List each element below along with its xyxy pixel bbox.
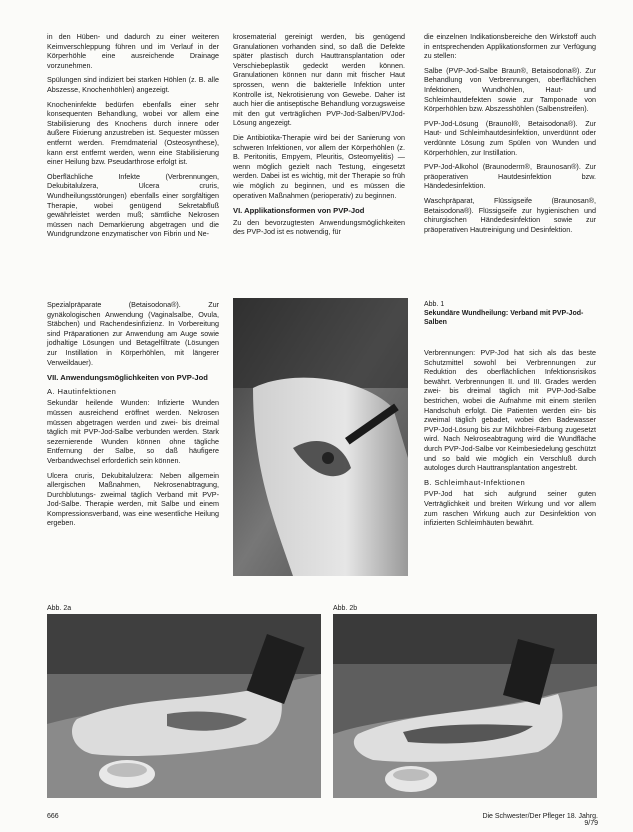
- figure-caption: [424, 300, 596, 327]
- top-column-3: [424, 32, 596, 239]
- caption-label: Abb. 1: [424, 301, 445, 308]
- paragraph: Knocheninfekte bedürfen ebenfalls einer sehr konsequenten Behandlung, wobei vor allem eine Stabilisierung des Knochens durch innere oder äußere Fixierung anzustreben ist. Sequester müssen entfernt werden. Fremdmaterial (Osteosynthese), kann erst entfernt werden, wenn eine Stabilisierung einer Heilung bzw. Pseudarthrose erfolgt ist.: [47, 99, 219, 167]
- figure-2a-photo: [47, 614, 321, 798]
- paragraph: Oberflächliche Infekte (Verbrennungen, Dekubitalulzera, Ulcera cruris, Wundheilungsstörungen) ebenfalls einer sorgfältigen Therapie, wobei genügend Sekretabfluß gewährleistet werden muß; sämtliche Nekrosen müssen nach Demarkierung abgetragen und die Wundgrundzone enzymatischer von Fibrin und Ne-: [47, 171, 219, 239]
- subsection-heading: B. Schleimhaut-Infektionen: [424, 477, 526, 487]
- top-column-2: [233, 32, 405, 242]
- figure-2b-image: [333, 614, 597, 798]
- mid-column-3: [424, 348, 596, 533]
- subsection-heading: A. Hautinfektionen: [47, 386, 117, 396]
- mid-column-1: [47, 300, 219, 533]
- section-heading: VII. Anwendungsmöglichkeiten von PVP-Jod: [47, 373, 208, 383]
- journal-footer: Die Schwester/Der Pfleger 18. Jahrg. 9/79: [482, 813, 598, 827]
- wound-photo-image: [233, 298, 408, 576]
- paragraph: Die Antibiotika-Therapie wird bei der Sanierung von schweren Infektionen, vor allem der Körperhöhlen (z. B. Peritonitis, Empyem, Pleuritis, Osteomyelitis) — wenn möglich gezielt nach Testung, eingesetzt werden. Dabei ist es wichtig, mit der Therapie so früh wie möglich zu beginnen, und es müssen die operativen Maßnahmen (perioperativ) zu beginnen.: [233, 132, 405, 200]
- paragraph: in den Hüben- und dadurch zu einer weiteren Keimverschleppung führen und im Verlauf in der Körperhöhle eine ausreichende Drainage vorzunehmen.: [47, 32, 219, 70]
- paragraph: Verbrennungen: PVP-Jod hat sich als das beste Schutzmittel sowohl bei Verbrennungen zur Reduktion des oberflächlichen Infektionsrisikos bewährt. Verbrennungen II. und III. Grades werden zwei- bis dreimal täglich mit PVP-Jod-Salbe bestrichen, wobei die Aufnahme mit einem sterilen Handschuh erfolgt. Die Patienten werden ein- bis zweimal täglich gebadet, wobei den Badewasser PVP-Jod-Lösung bis zur Milchbrei-Färbung zugesetzt wird. Nach Nekroseabtragung wird die Wundfläche durch PVP-Jod-Salbe vor Keimbesiedelung geschützt und so bald wie möglich ein Verschluß durch autologes durch Hauttransplantation angestrebt.: [424, 348, 596, 473]
- paragraph: PVP-Jod hat sich aufgrund seiner guten Verträglichkeit und breiten Wirkung und vor allem zum raschen Wirkung auch zur Desinfektion von infizierten Schleimhäuten bewährt.: [424, 489, 596, 528]
- figure-2a-image: [47, 614, 321, 798]
- paragraph: Spezialpräparate (Betaisodona®). Zur gynäkologischen Anwendung (Vaginalsalbe, Ovula, Stäbchen) und Rachendesinfizienz. In Vorbereitung sind Präparationen zur Anwendung am Auge sowie jodhaltige Lösungen und Betagelfiltrate (Lösungen zur Instillation in Körperhöhlen, mit längerer Verweildauer).: [47, 300, 219, 367]
- paragraph: die einzelnen Indikationsbereiche den Wirkstoff auch in entsprechenden Applikationsformen zur Verfügung zu stellen:: [424, 32, 596, 61]
- figure-2b-photo: [333, 614, 597, 798]
- paragraph: Waschpräparat, Flüssigseife (Braunosan®, Betaisodona®). Flüssigseife zur hygienischen und chirurgischen Händedesinfektion sowie zur präoperativen Hautreinigung und Desinfektion.: [424, 195, 596, 234]
- top-column-1: [47, 32, 219, 244]
- wound-photo: [233, 298, 408, 576]
- figure-label-2a: Abb. 2a: [47, 605, 72, 612]
- section-heading: VI. Applikationsformen von PVP-Jod: [233, 206, 365, 216]
- paragraph: Salbe (PVP-Jod-Salbe Braun®, Betaisodona®). Zur Behandlung von Verbrennungen, oberflächlichen Infektionen, Wundhöhlen, Haut- und Schleimhautdefekten sowie zur Tamponade von Körperhöhlen bzw. Abszesshöhlen (Salbenstreifen).: [424, 65, 596, 114]
- caption-text: Sekundäre Wundheilung: Verband mit PVP-Jod-Salben: [424, 310, 584, 326]
- page-number: 666: [47, 813, 59, 820]
- paragraph: Spülungen sind indiziert bei starken Höhlen (z. B. alle Abszesse, Knochenhöhlen) angezeigt.: [47, 75, 219, 94]
- paragraph: Zu den bevorzugtesten Anwendungsmöglichkeiten des PVP-Jod ist es notwendig, für: [233, 217, 405, 237]
- figure-label-2b: Abb. 2b: [333, 605, 358, 612]
- paragraph: PVP-Jod-Lösung (Braunol®, Betaisodona®). Zur Haut- und Schleimhautdesinfektion, unverdünnt oder verdünnte Lösung zum Spülen von Wunden und Körperhöhlen, zur Instillation.: [424, 118, 596, 157]
- paragraph: PVP-Jod-Alkohol (Braunoderm®, Braunosan®). Zur präoperativen Hautdesinfektion bzw. Händedesinfektion.: [424, 162, 596, 191]
- paragraph: Ulcera cruris, Dekubitalulzera: Neben allgemein allergischen Maßnahmen, Nekrosenabtragung, Durchblutungs- zweimal täglich Verband mit PVP-Jod-Salbe. Therapie werden, mit Salbe und einem Kompressionsverband, was eine wesentliche Heilung ergeben.: [47, 470, 219, 528]
- paragraph: krosematerial gereinigt werden, bis genügend Granulationen vorhanden sind, so daß die Defekte später plastisch durch Hauttransplantation oder Verschiebeplastik gedeckt werden können. Granulationen können nur dann mit frischer Haut sprossen, wenn die bakterielle Infektion unter Kontrolle ist, Nekrotisierung von Gewebe. Daher ist auch hier die antiseptische Behandlung vorzugsweise mit den gut verträglichen PVP-Jod-Salben/PVJod-Lösung angezeigt.: [233, 32, 405, 128]
- paragraph: Sekundär heilende Wunden: Infizierte Wunden müssen ausreichend eröffnet werden. Nekrosen müssen abgetragen werden und zwei- bis dreimal täglich mit PVP-Jod-Salbe verbunden werden. Stark sezernierende Wunden können ohne tägliche Entfernung der Salbe, so daß häufigere Verbandwechsel erforderlich sein können.: [47, 398, 219, 465]
